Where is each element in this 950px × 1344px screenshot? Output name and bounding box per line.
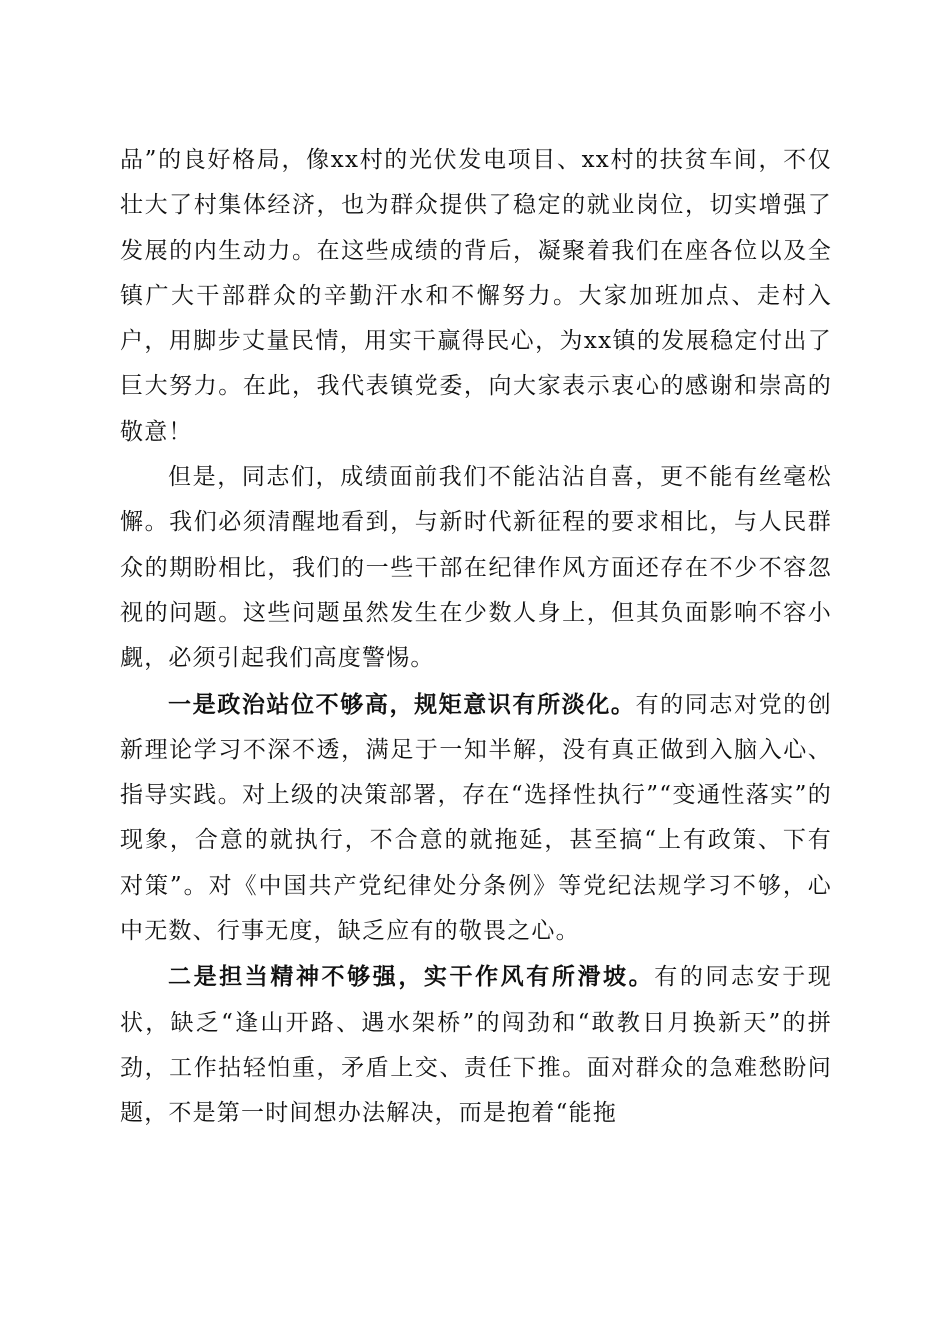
document-body: [120, 138, 832, 1137]
paragraph-point-one: [120, 682, 832, 955]
paragraph-text: 有的同志安于现状，缺乏“逢山开路、遇水架桥”的闯劲和“敢教日月换新天”的拼劲，工作拈轻怕重，矛盾上交、责任下推。面对群众的急难愁盼问题，不是第一时间想办法解决，而是抱着“能拖: [120, 964, 832, 1127]
paragraph-but: [120, 455, 832, 681]
paragraph-point-two: [120, 954, 832, 1136]
paragraph-text: 但是，同志们，成绩面前我们不能沾沾自喜，更不能有丝毫松懈。我们必须清醒地看到，与新时代新征程的要求相比，与人民群众的期盼相比，我们的一些干部在纪律作风方面还存在不少不容忽视的问题。这些问题虽然发生在少数人身上，但其负面影响不容小觑，必须引起我们高度警惕。: [120, 464, 832, 672]
paragraph-continuation: [120, 138, 832, 455]
paragraph-text: 品”的良好格局，像xx村的光伏发电项目、xx村的扶贫车间，不仅壮大了村集体经济，也为群众提供了稳定的就业岗位，切实增强了发展的内生动力。在这些成绩的背后，凝聚着我们在座各位以及全镇广大干部群众的辛勤汗水和不懈努力。大家加班加点、走村入户，用脚步丈量民情，用实干赢得民心，为xx镇的发展稳定付出了巨大努力。在此，我代表镇党委，向大家表示衷心的感谢和崇高的敬意！: [120, 147, 832, 445]
paragraph-text: 有的同志对党的创新理论学习不深不透，满足于一知半解，没有真正做到入脑入心、指导实践。对上级的决策部署，存在“选择性执行”“变通性落实”的现象，合意的就执行，不合意的就拖延，甚至搞“上有政策、下有对策”。对《中国共产党纪律处分条例》等党纪法规学习不够，心中无数、行事无度，缺乏应有的敬畏之心。: [120, 691, 832, 945]
paragraph-lead-heading: 一是政治站位不够高，规矩意识有所淡化。: [168, 690, 636, 718]
paragraph-lead-heading: 二是担当精神不够强，实干作风有所滑坡。: [168, 963, 655, 991]
